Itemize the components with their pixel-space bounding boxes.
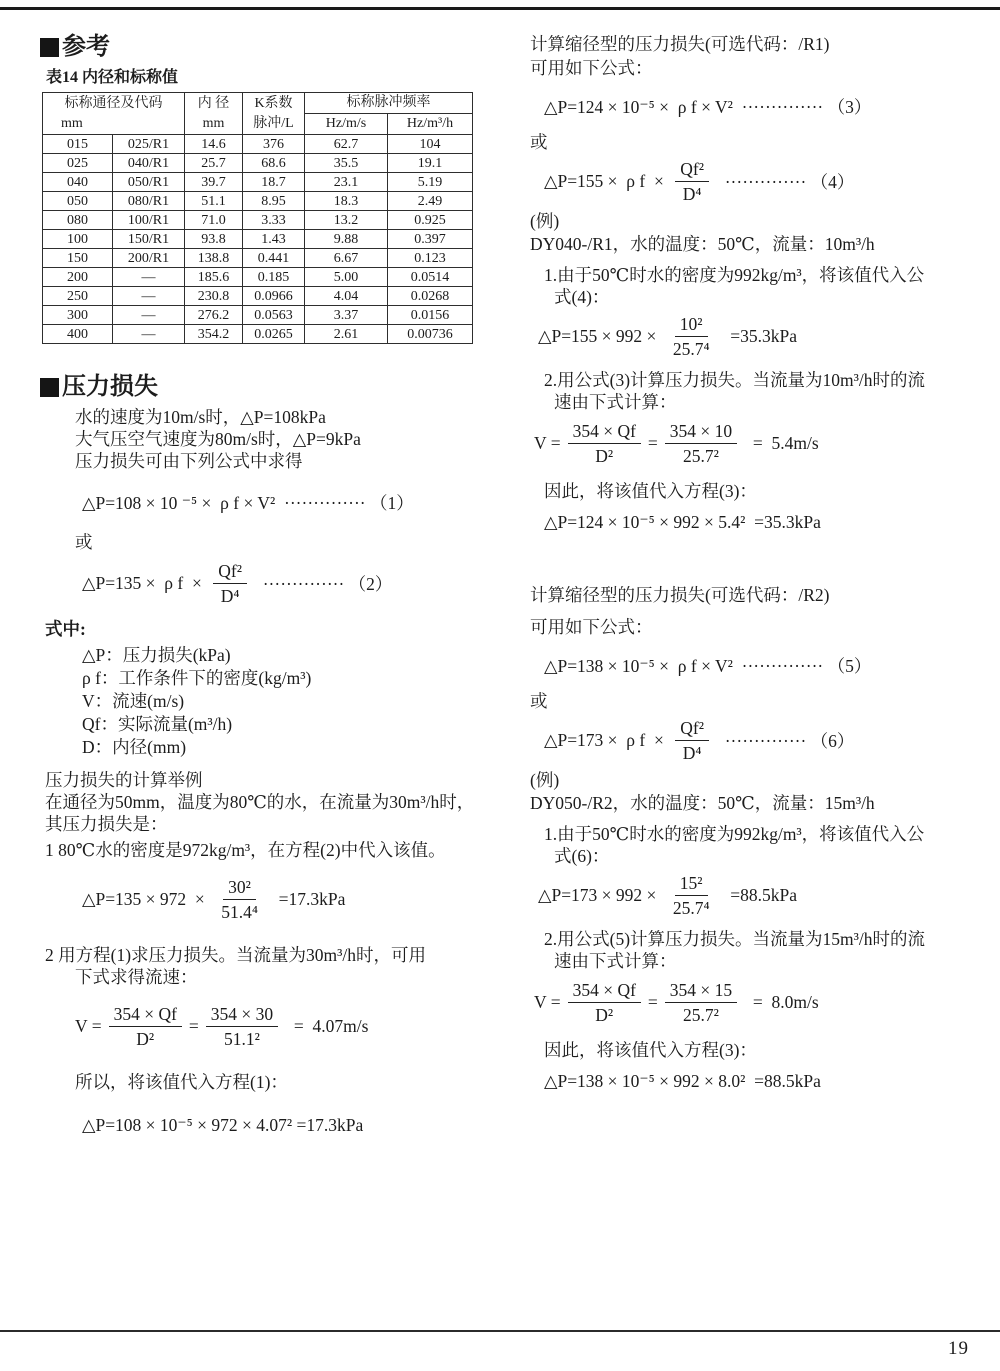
fraction bbox=[665, 421, 737, 466]
fraction-numerator: Qf² bbox=[675, 718, 709, 741]
conclusion-line: 所以，将该值代入方程(1)： bbox=[75, 1072, 288, 1092]
definition-dp: △P：压力损失(kPa) bbox=[82, 645, 231, 665]
fraction bbox=[213, 561, 247, 606]
table-cell: 230.8 bbox=[185, 287, 243, 306]
step-2-cont: 速由下式计算： bbox=[554, 951, 677, 971]
table-cell: 62.7 bbox=[305, 135, 388, 154]
fraction-numerator: Qf² bbox=[213, 561, 247, 584]
definition-v: V：流速(m/s) bbox=[82, 691, 185, 711]
table-cell: 0.441 bbox=[243, 249, 305, 268]
section-title: 压力损失 bbox=[62, 374, 158, 400]
final-equation: △P=108 × 10⁻⁵ × 972 × 4.07² =17.3kPa bbox=[82, 1115, 364, 1135]
fraction-denominator: D² bbox=[595, 1005, 614, 1025]
equation-2 bbox=[82, 561, 485, 606]
equation-result: = 5.4m/s bbox=[744, 433, 819, 453]
where-title: 式中: bbox=[45, 619, 86, 639]
table-cell: 0.00736 bbox=[388, 325, 473, 344]
table-cell: 200 bbox=[43, 268, 113, 287]
table-cell: 2.49 bbox=[388, 192, 473, 211]
table-cell: 0.0966 bbox=[243, 287, 305, 306]
table-cell: — bbox=[113, 325, 185, 344]
table-cell: 0.185 bbox=[243, 268, 305, 287]
step-2-cont: 速由下式计算： bbox=[554, 392, 677, 412]
fraction-denominator: 25.7⁴ bbox=[672, 339, 710, 359]
fraction-denominator: 51.1² bbox=[224, 1029, 260, 1049]
table-cell: 025 bbox=[43, 154, 113, 173]
equation-lhs: △P=173 × 992 × bbox=[538, 885, 661, 905]
table-cell: 376 bbox=[243, 135, 305, 154]
equation-result: =35.3kPa bbox=[721, 326, 798, 346]
fraction-numerator: 354 × 30 bbox=[206, 1004, 278, 1027]
fraction-numerator: 354 × Qf bbox=[568, 980, 641, 1003]
table-cell: 040/R1 bbox=[113, 154, 185, 173]
equation-result: = 8.0m/s bbox=[744, 992, 819, 1012]
table-cell: 250 bbox=[43, 287, 113, 306]
equation-6 bbox=[544, 718, 985, 763]
table-cell: 6.67 bbox=[305, 249, 388, 268]
header-hz-per-ms: Hz/m/s bbox=[305, 114, 388, 135]
table-cell: 39.7 bbox=[185, 173, 243, 192]
equation-lhs: △P=155 × ρ f × bbox=[544, 171, 669, 191]
fraction bbox=[568, 980, 641, 1025]
intro-line: 大气压空气速度为80m/s时，△P=9kPa bbox=[75, 429, 361, 449]
fraction bbox=[206, 1004, 278, 1049]
table-row bbox=[43, 192, 473, 211]
equation-rhs: ·············· （6） bbox=[715, 731, 855, 751]
fraction bbox=[668, 314, 715, 359]
header-nominal-diameter: 标称通径及代码 mm bbox=[43, 93, 185, 135]
or-label: 或 bbox=[75, 532, 93, 552]
r2-title: 计算缩径型的压力损失(可选代码：/R2) bbox=[530, 585, 830, 605]
fraction-denominator: 25.7⁴ bbox=[672, 898, 710, 918]
definition-d: D：内径(mm) bbox=[82, 737, 187, 757]
step-1: 1.由于50℃时水的密度为992kg/m³，将该值代入公 bbox=[544, 824, 925, 844]
equation-1: △P=108 × 10 ⁻⁵ × ρ f × V² ·············· （1） bbox=[82, 493, 414, 513]
final-equation: △P=138 × 10⁻⁵ × 992 × 8.0² =88.5kPa bbox=[544, 1071, 821, 1091]
example-intro: 其压力损失是： bbox=[45, 814, 168, 834]
section-title: 参考 bbox=[62, 34, 110, 60]
header-k-factor: K系数 脉冲/L bbox=[243, 93, 305, 135]
table-row bbox=[43, 154, 473, 173]
velocity-equation bbox=[534, 980, 985, 1025]
definitions bbox=[82, 644, 485, 759]
or-label: 或 bbox=[530, 691, 548, 711]
example-condition: DY050-/R2，水的温度：50℃，流量：15m³/h bbox=[530, 793, 875, 813]
table-cell: — bbox=[113, 306, 185, 325]
example-step-2: 2 用方程(1)求压力损失。当流量为30m³/h时，可用 bbox=[45, 945, 426, 965]
table-cell: 025/R1 bbox=[113, 135, 185, 154]
table-cell: 0.0514 bbox=[388, 268, 473, 287]
example-condition: DY040-/R1，水的温度：50℃，流量：10m³/h bbox=[530, 234, 875, 254]
table-row bbox=[43, 325, 473, 344]
table-cell: 23.1 bbox=[305, 173, 388, 192]
table-row bbox=[43, 249, 473, 268]
table-cell: — bbox=[113, 268, 185, 287]
fraction-numerator: 30² bbox=[223, 877, 256, 900]
final-equation: △P=124 × 10⁻⁵ × 992 × 5.4² =35.3kPa bbox=[544, 512, 821, 532]
table-cell: 185.6 bbox=[185, 268, 243, 287]
definition-qf: Qf：实际流量(m³/h) bbox=[82, 714, 233, 734]
fraction bbox=[568, 421, 641, 466]
definition-rho: ρ f：工作条件下的密度(kg/m³) bbox=[82, 668, 312, 688]
step-1: 1.由于50℃时水的密度为992kg/m³，将该值代入公 bbox=[544, 265, 925, 285]
table-cell: 0.0265 bbox=[243, 325, 305, 344]
bottom-rule bbox=[0, 1330, 1000, 1332]
table-row bbox=[43, 230, 473, 249]
step-2: 2.用公式(5)计算压力损失。当流量为15m³/h时的流 bbox=[544, 929, 925, 949]
equation-2-lhs: △P=135 × ρ f × bbox=[82, 573, 207, 593]
table-cell: 276.2 bbox=[185, 306, 243, 325]
example-intro: 在通径为50mm，温度为80℃的水，在流量为30m³/h时， bbox=[45, 792, 475, 812]
fraction-numerator: Qf² bbox=[675, 159, 709, 182]
fraction-denominator: D⁴ bbox=[682, 743, 702, 763]
table-cell: 400 bbox=[43, 325, 113, 344]
table-cell: 9.88 bbox=[305, 230, 388, 249]
table-cell: 100/R1 bbox=[113, 211, 185, 230]
example-label: (例) bbox=[530, 770, 560, 790]
table-cell: 0.0563 bbox=[243, 306, 305, 325]
fraction-numerator: 354 × 15 bbox=[665, 980, 737, 1003]
r1-subtitle: 可用如下公式： bbox=[530, 58, 653, 78]
equation-step1-calc bbox=[82, 877, 485, 922]
header-inner-diameter: 内 径 mm bbox=[185, 93, 243, 135]
equation-4 bbox=[544, 159, 985, 204]
equals-sign: = bbox=[647, 992, 658, 1012]
top-rule bbox=[0, 7, 1000, 10]
fraction-denominator: D² bbox=[136, 1029, 155, 1049]
table-cell: 015 bbox=[43, 135, 113, 154]
table-cell: 19.1 bbox=[388, 154, 473, 173]
equation-step1-calc bbox=[538, 873, 985, 918]
velocity-equation bbox=[534, 421, 985, 466]
table-cell: 4.04 bbox=[305, 287, 388, 306]
section-bullet-icon bbox=[40, 38, 59, 57]
table-cell: 93.8 bbox=[185, 230, 243, 249]
table-cell: 18.3 bbox=[305, 192, 388, 211]
table-cell: 080 bbox=[43, 211, 113, 230]
equation-lhs: V = bbox=[75, 1016, 102, 1036]
spec-table bbox=[42, 92, 473, 344]
velocity-equation bbox=[75, 1004, 485, 1049]
step-1-cont: 式(6)： bbox=[554, 846, 610, 866]
header-hz-per-m3h: Hz/m³/h bbox=[388, 114, 473, 135]
section-heading-reference bbox=[40, 32, 485, 62]
table-cell: 3.33 bbox=[243, 211, 305, 230]
fraction bbox=[675, 159, 709, 204]
table-cell: 150/R1 bbox=[113, 230, 185, 249]
fraction-numerator: 354 × Qf bbox=[568, 421, 641, 444]
fraction-denominator: 25.7² bbox=[683, 1005, 719, 1025]
conclusion-line: 因此，将该值代入方程(3)： bbox=[544, 481, 757, 501]
equals-sign: = bbox=[647, 433, 658, 453]
equation-lhs: △P=135 × 972 × bbox=[82, 889, 210, 909]
fraction bbox=[216, 877, 263, 922]
section-bullet-icon bbox=[40, 378, 59, 397]
table-cell: 1.43 bbox=[243, 230, 305, 249]
r1-title: 计算缩径型的压力损失(可选代码：/R1) bbox=[530, 34, 830, 54]
step-1-cont: 式(4)： bbox=[554, 287, 610, 307]
equation-result: =88.5kPa bbox=[721, 885, 798, 905]
equation-lhs: △P=173 × ρ f × bbox=[544, 730, 669, 750]
intro-line: 压力损失可由下列公式中求得 bbox=[75, 451, 303, 471]
fraction-denominator: D⁴ bbox=[220, 586, 240, 606]
fraction-numerator: 15² bbox=[675, 873, 708, 896]
table-row bbox=[43, 211, 473, 230]
fraction-numerator: 354 × 10 bbox=[665, 421, 737, 444]
equation-3: △P=124 × 10⁻⁵ × ρ f × V² ·············· （3） bbox=[544, 97, 872, 117]
table-cell: 18.7 bbox=[243, 173, 305, 192]
equation-result: = 4.07m/s bbox=[285, 1016, 369, 1036]
equals-sign: = bbox=[188, 1016, 199, 1036]
table-cell: 5.00 bbox=[305, 268, 388, 287]
table-cell: 080/R1 bbox=[113, 192, 185, 211]
table-row bbox=[43, 173, 473, 192]
table-cell: 0.0268 bbox=[388, 287, 473, 306]
example-step-1: 1 80℃水的密度是972kg/m³，在方程(2)中代入该值。 bbox=[45, 840, 446, 860]
equation-lhs: V = bbox=[534, 992, 561, 1012]
table-cell: 8.95 bbox=[243, 192, 305, 211]
r2-subtitle: 可用如下公式： bbox=[530, 617, 653, 637]
equation-lhs: △P=155 × 992 × bbox=[538, 326, 661, 346]
table-cell: 0.0156 bbox=[388, 306, 473, 325]
table-cell: 104 bbox=[388, 135, 473, 154]
table-cell: 040 bbox=[43, 173, 113, 192]
spec-table-body bbox=[43, 135, 473, 344]
table-row bbox=[43, 287, 473, 306]
example-step-2-cont: 下式求得流速： bbox=[75, 967, 198, 987]
table-cell: 100 bbox=[43, 230, 113, 249]
table-cell: 0.925 bbox=[388, 211, 473, 230]
equation-5: △P=138 × 10⁻⁵ × ρ f × V² ·············· （5） bbox=[544, 656, 872, 676]
section-heading-pressure-loss bbox=[40, 372, 485, 402]
fraction-denominator: D² bbox=[595, 446, 614, 466]
fraction bbox=[109, 1004, 182, 1049]
table-cell: 050/R1 bbox=[113, 173, 185, 192]
table-cell: 300 bbox=[43, 306, 113, 325]
table-cell: — bbox=[113, 287, 185, 306]
table-cell: 3.37 bbox=[305, 306, 388, 325]
table-cell: 13.2 bbox=[305, 211, 388, 230]
table-cell: 354.2 bbox=[185, 325, 243, 344]
table-cell: 150 bbox=[43, 249, 113, 268]
example-label: (例) bbox=[530, 211, 560, 231]
fraction-denominator: D⁴ bbox=[682, 184, 702, 204]
table-cell: 5.19 bbox=[388, 173, 473, 192]
fraction-numerator: 10² bbox=[675, 314, 708, 337]
table-cell: 68.6 bbox=[243, 154, 305, 173]
table-cell: 71.0 bbox=[185, 211, 243, 230]
step-2: 2.用公式(3)计算压力损失。当流量为10m³/h时的流 bbox=[544, 370, 925, 390]
table-cell: 138.8 bbox=[185, 249, 243, 268]
table-row bbox=[43, 135, 473, 154]
equation-lhs: V = bbox=[534, 433, 561, 453]
table-cell: 35.5 bbox=[305, 154, 388, 173]
equation-rhs: ·············· （4） bbox=[715, 172, 855, 192]
table-cell: 050 bbox=[43, 192, 113, 211]
spec-table-header bbox=[43, 93, 473, 135]
fraction bbox=[675, 718, 709, 763]
fraction-denominator: 51.4⁴ bbox=[221, 902, 258, 922]
table-cell: 51.1 bbox=[185, 192, 243, 211]
fraction-numerator: 354 × Qf bbox=[109, 1004, 182, 1027]
example-title: 压力损失的计算举例 bbox=[45, 770, 203, 790]
table-cell: 200/R1 bbox=[113, 249, 185, 268]
table-row bbox=[43, 306, 473, 325]
table-cell: 0.397 bbox=[388, 230, 473, 249]
table-cell: 14.6 bbox=[185, 135, 243, 154]
equation-result: =17.3kPa bbox=[269, 889, 346, 909]
page-number: 19 bbox=[948, 1338, 969, 1359]
equation-2-rhs: ·············· （2） bbox=[253, 574, 393, 594]
intro-line: 水的速度为10m/s时，△P=108kPa bbox=[75, 407, 326, 427]
table-cell: 25.7 bbox=[185, 154, 243, 173]
or-label: 或 bbox=[530, 132, 548, 152]
fraction bbox=[665, 980, 737, 1025]
table-cell: 2.61 bbox=[305, 325, 388, 344]
conclusion-line: 因此，将该值代入方程(3)： bbox=[544, 1040, 757, 1060]
table-caption: 表14 内径和标称值 bbox=[46, 69, 179, 86]
left-column bbox=[40, 28, 485, 1136]
table-cell: 0.123 bbox=[388, 249, 473, 268]
right-column bbox=[530, 28, 985, 1092]
table-row bbox=[43, 268, 473, 287]
header-pulse-frequency: 标称脉冲频率 bbox=[305, 93, 473, 114]
fraction bbox=[668, 873, 715, 918]
equation-step1-calc bbox=[538, 314, 985, 359]
fraction-denominator: 25.7² bbox=[683, 446, 719, 466]
